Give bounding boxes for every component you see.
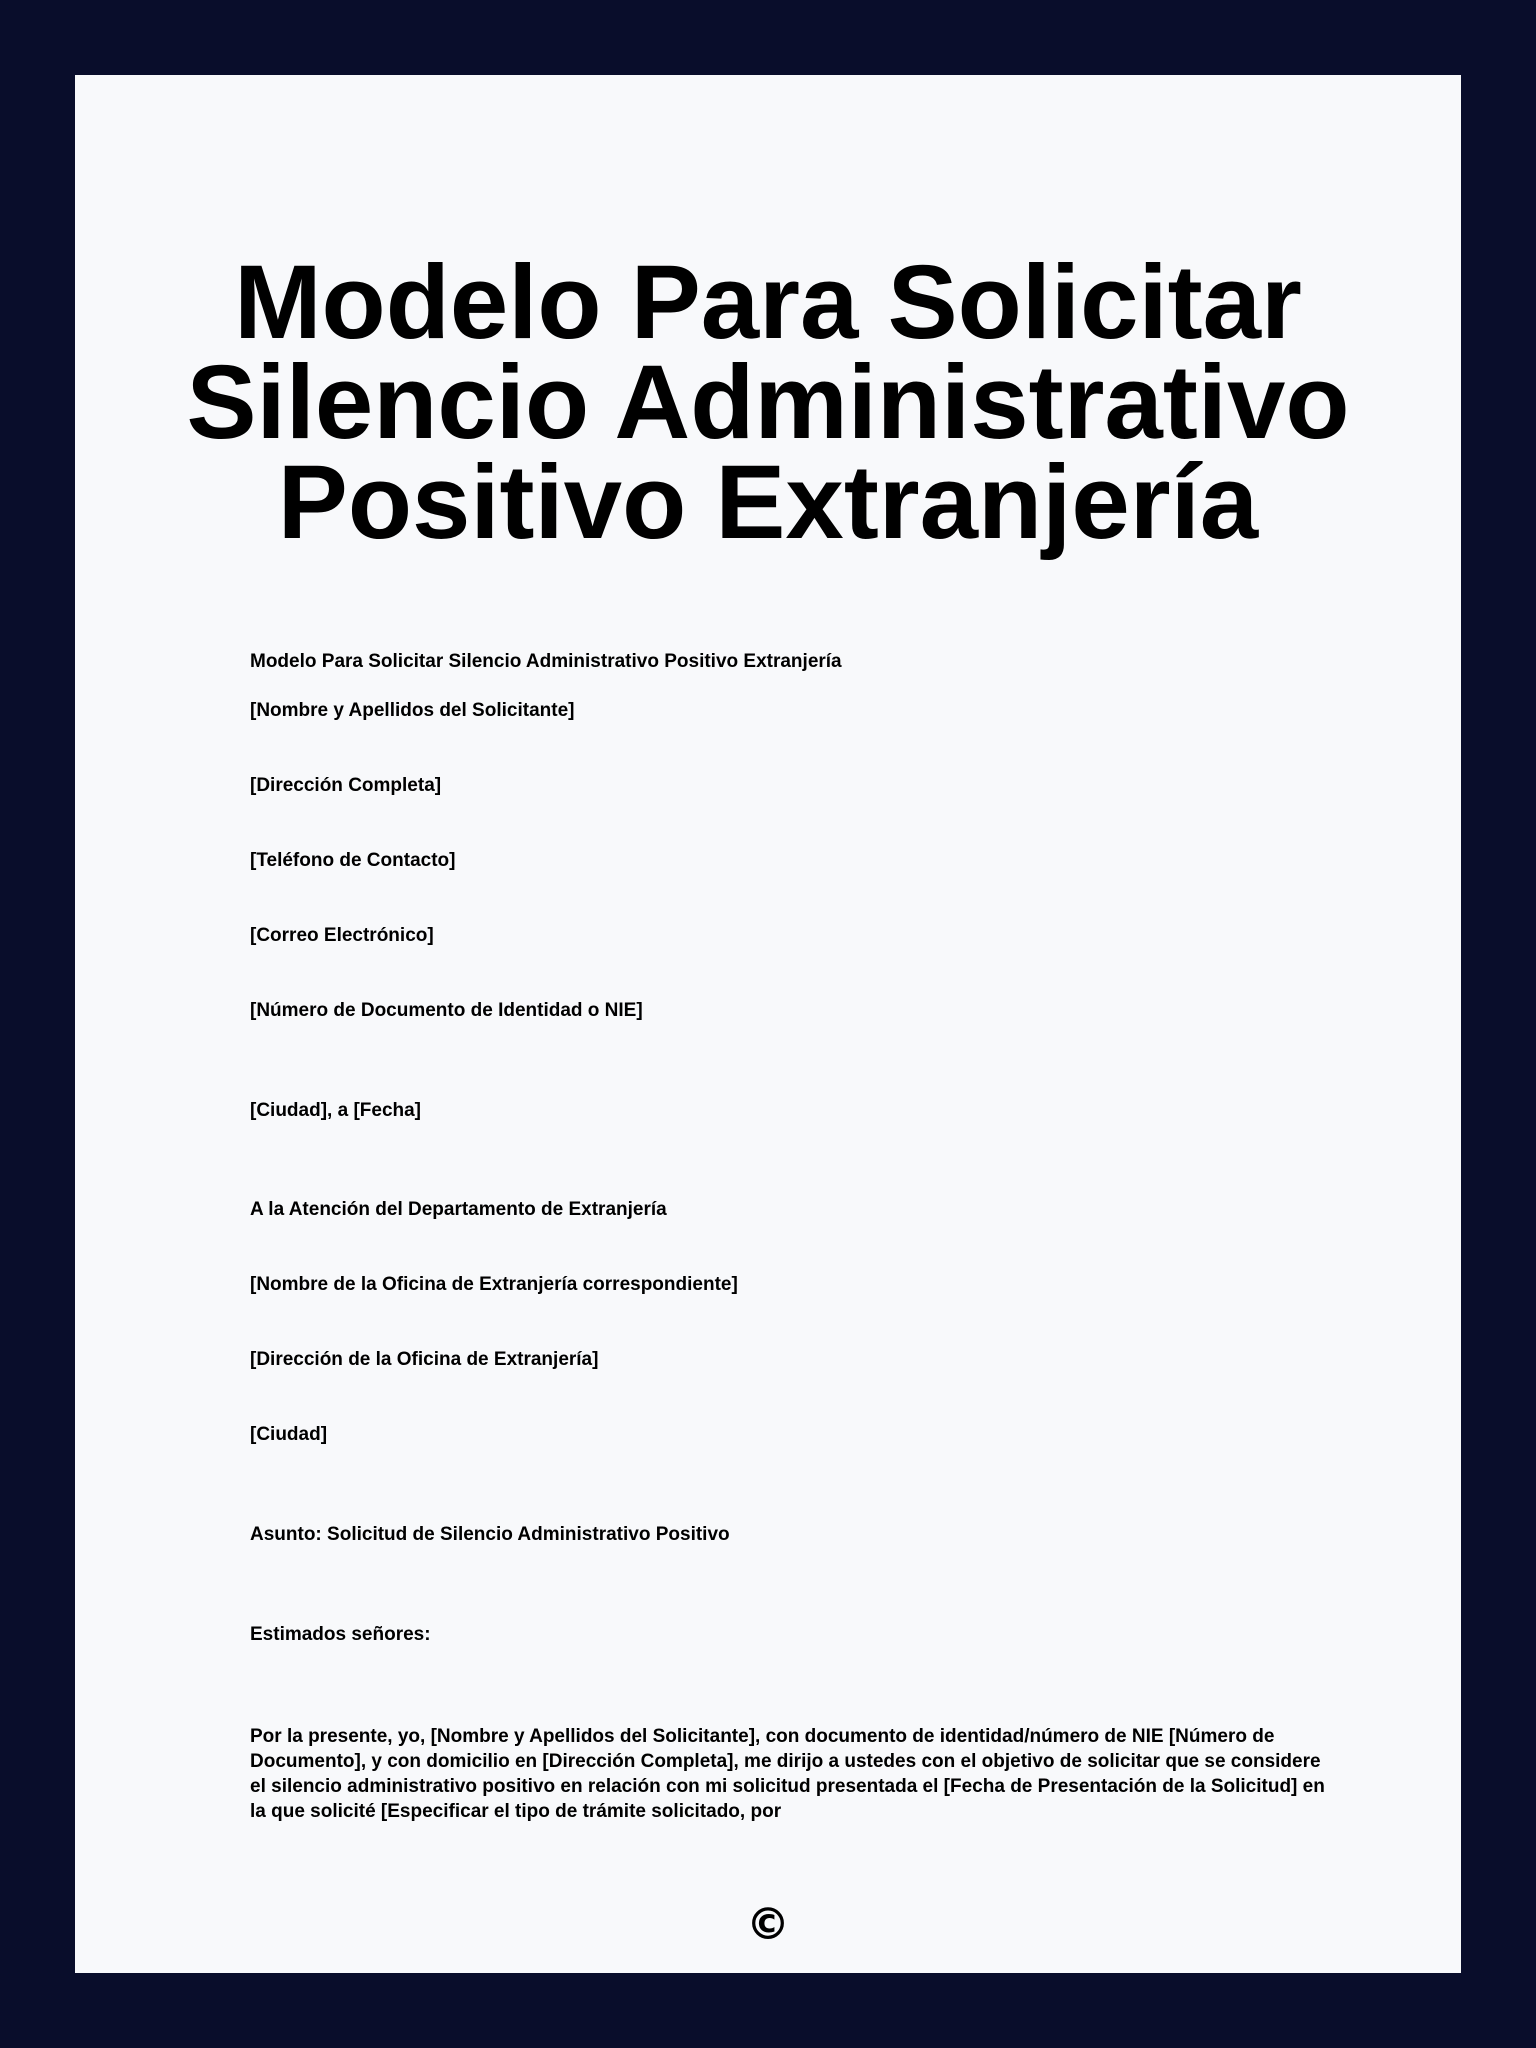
sender-address: [Dirección Completa] (250, 775, 442, 796)
document-title: Modelo Para Solicitar Silencio Administrativo Positivo Extranjería (186, 244, 1350, 561)
recipient-city: [Ciudad] (250, 1424, 328, 1445)
recipient-office-name: [Nombre de la Oficina de Extranjería correspondiente] (250, 1274, 738, 1295)
copyright-icon: © (746, 1899, 790, 1950)
letter-subject: Asunto: Solicitud de Silencio Administrativo Positivo (250, 1524, 730, 1545)
recipient-office-address: [Dirección de la Oficina de Extranjería] (250, 1349, 599, 1370)
sender-name: [Nombre y Apellidos del Solicitante] (250, 700, 575, 721)
letter-greeting: Estimados señores: (250, 1624, 431, 1645)
sender-id-number: [Número de Documento de Identidad o NIE] (250, 1000, 643, 1021)
sender-email: [Correo Electrónico] (250, 925, 434, 946)
letter-body-paragraph: Por la presente, yo, [Nombre y Apellidos del Solicitante], con documento de identidad/número de NIE [Número de Documento], y con domicilio en [Dirección Completa], me dirijo a ustedes con el objetivo de solicitar que se considere el silencio administrativo positivo en relación con mi solicitud presentada el [Fecha de Presentación de la Solicitud] en la que solicité [Especificar el tipo de trámite solicitado, por (250, 1726, 1325, 1822)
recipient-attention: A la Atención del Departamento de Extranjería (250, 1199, 667, 1220)
sender-phone: [Teléfono de Contacto] (250, 850, 456, 871)
place-date: [Ciudad], a [Fecha] (250, 1100, 422, 1121)
document-page (75, 75, 1461, 1973)
letter-heading: Modelo Para Solicitar Silencio Administrativo Positivo Extranjería (250, 651, 842, 672)
